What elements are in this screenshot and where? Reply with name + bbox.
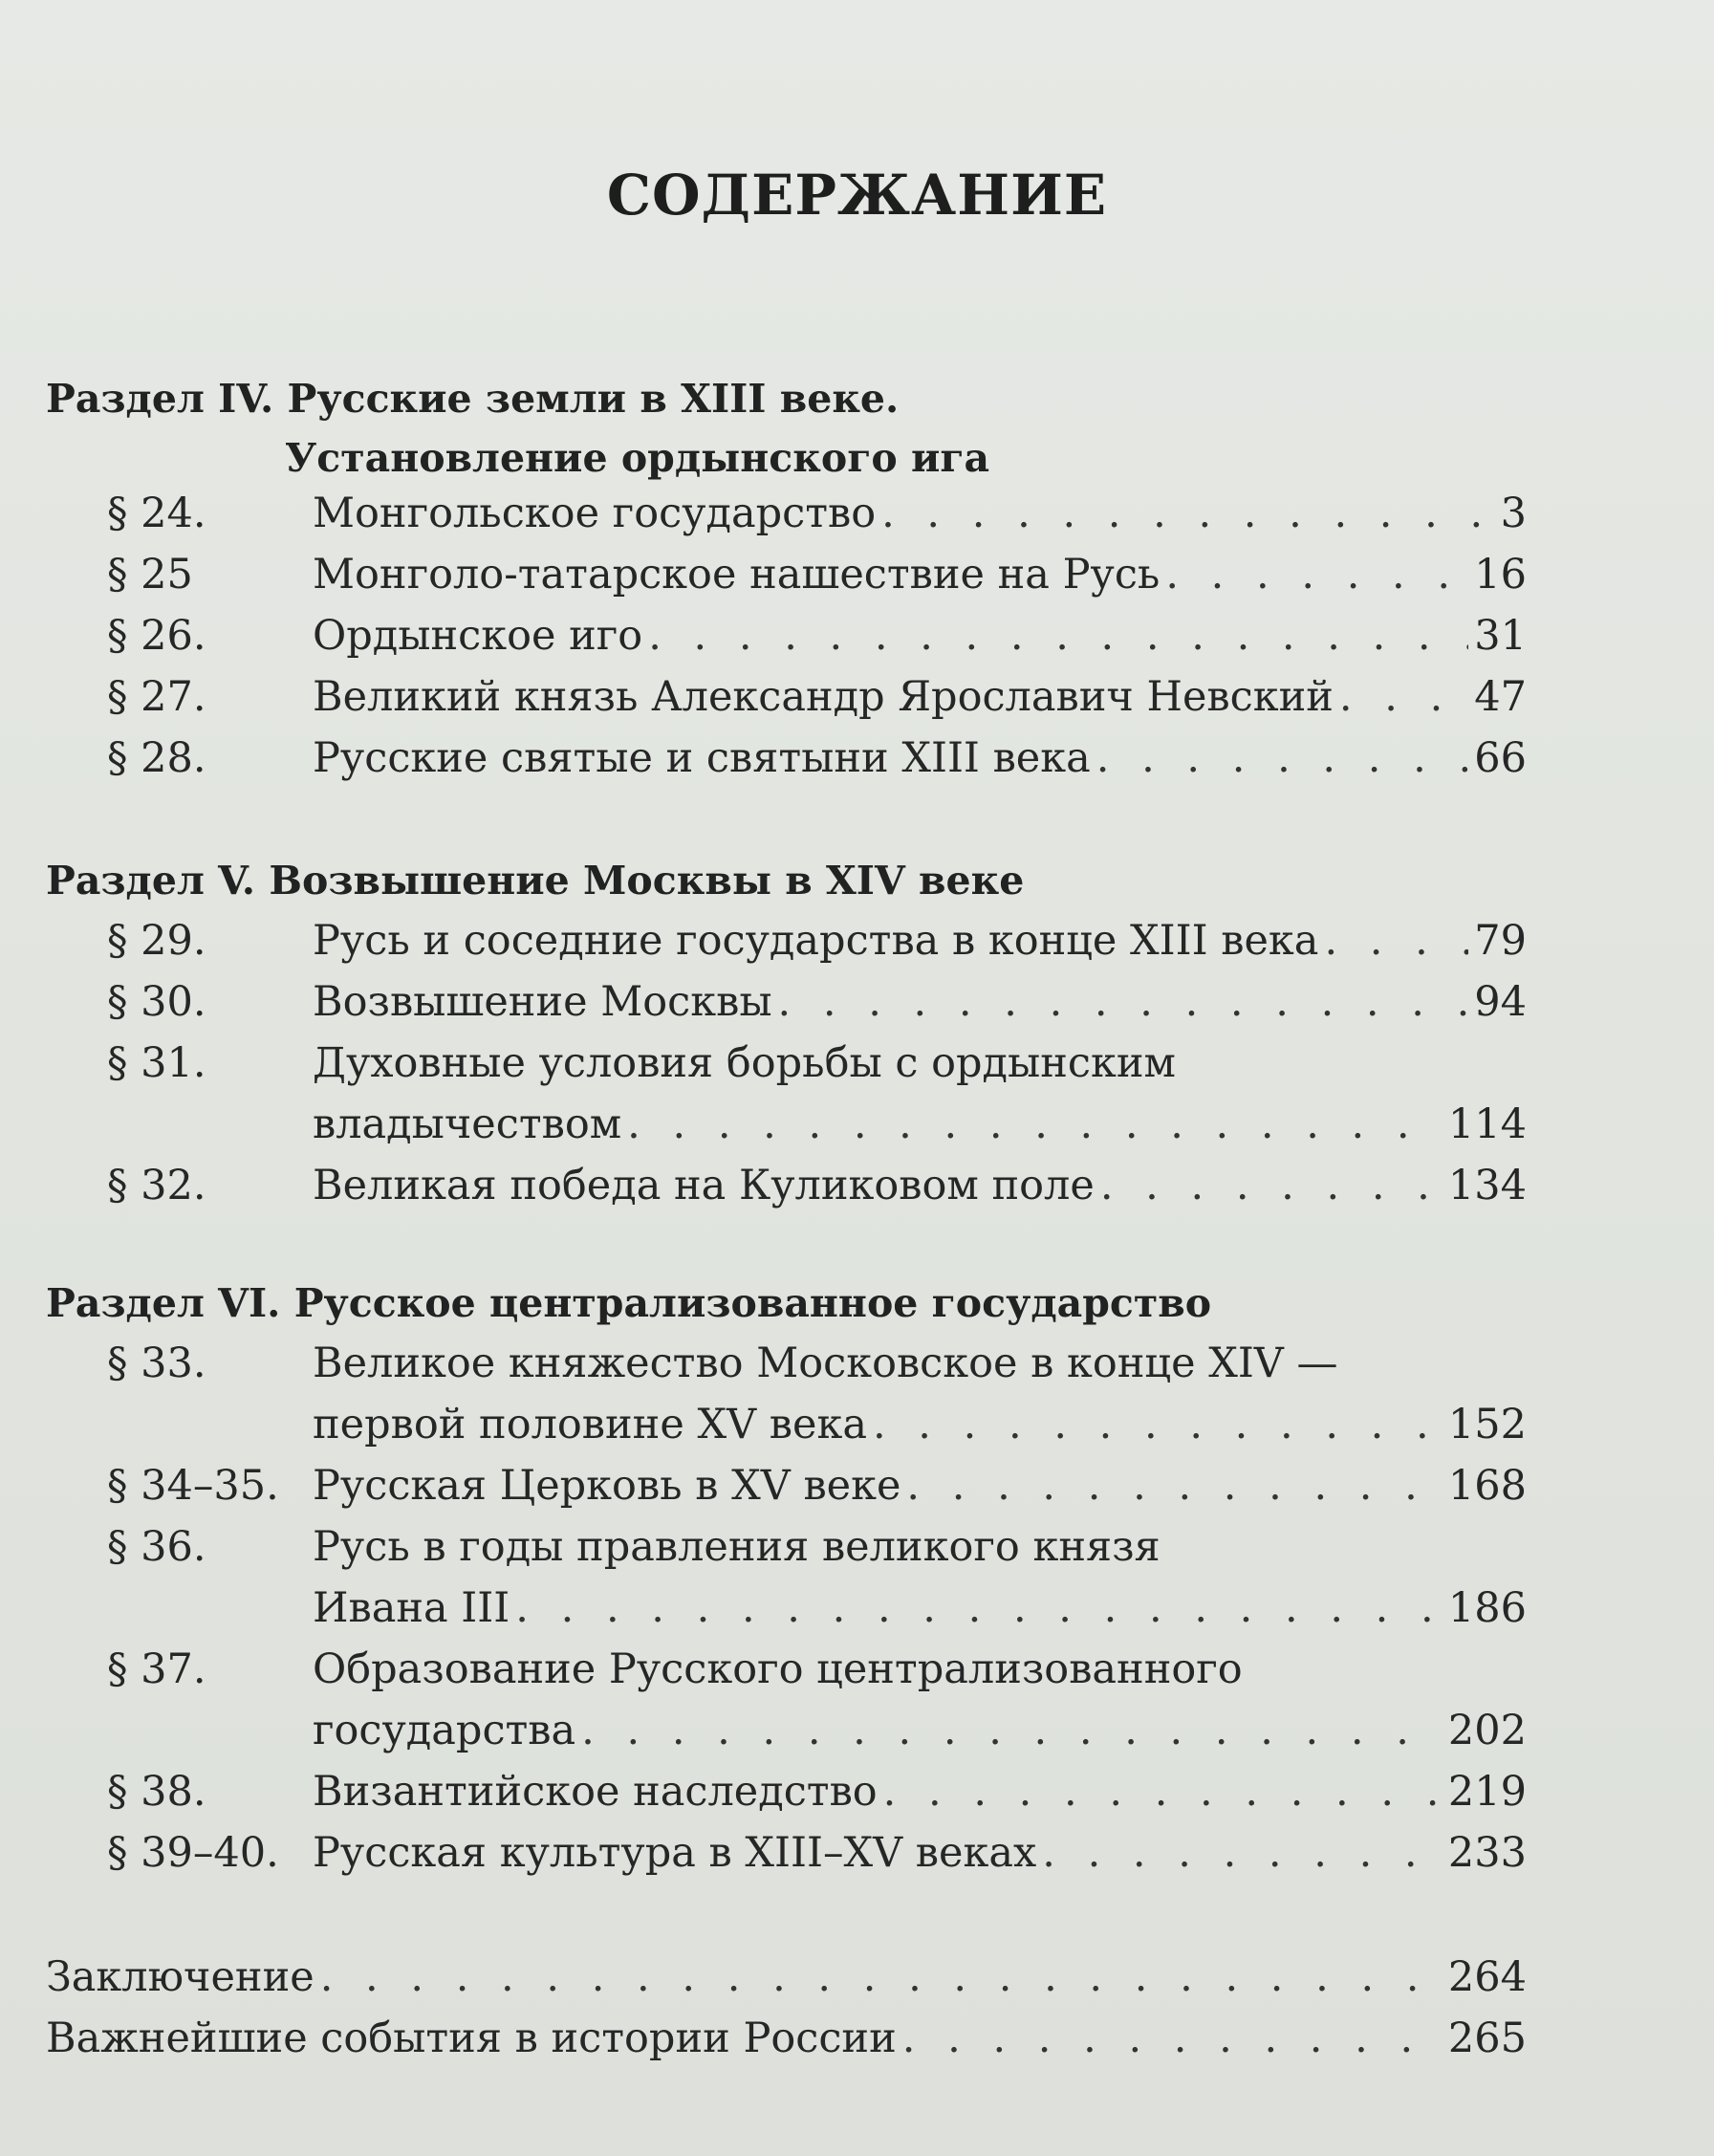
entry-page: 3 — [1500, 490, 1527, 537]
entry-page: 219 — [1447, 1768, 1527, 1816]
toc-entry-39-40[interactable] — [107, 1822, 1527, 1884]
entry-title: Важнейшие события в истории России — [46, 2014, 897, 2062]
page-title: СОДЕРЖАНИЕ — [606, 163, 1108, 228]
entry-page: 31 — [1474, 612, 1527, 660]
toc-entry-37[interactable] — [107, 1639, 1527, 1761]
entry-title: первой половине XV века — [313, 1401, 867, 1448]
entry-page: 186 — [1447, 1584, 1527, 1632]
leader-dots — [515, 1578, 1443, 1639]
toc-entry-36[interactable] — [107, 1516, 1527, 1639]
section-heading-line1: Раздел V. Возвышение Москвы в XIV веке — [46, 858, 1025, 904]
leader-dots — [873, 1394, 1443, 1455]
entry-number: § 34–35. — [107, 1462, 279, 1510]
toc-entry-31[interactable] — [107, 1033, 1527, 1155]
toc-entry-24[interactable] — [107, 483, 1527, 544]
entry-title: Русская Церковь в XV веке — [313, 1462, 901, 1510]
section-heading-line1: Раздел VI. Русское централизованное государство — [46, 1280, 1212, 1326]
entry-title: Великий князь Александр Ярославич Невский — [313, 673, 1334, 721]
toc-entry-25[interactable] — [107, 544, 1527, 605]
entry-number: § 38. — [107, 1768, 206, 1816]
entry-page: 47 — [1474, 673, 1527, 721]
section-heading-iv — [46, 369, 989, 488]
entry-title: Русская культура в XIII–XV веках — [313, 1829, 1037, 1877]
toc-entry-33[interactable] — [107, 1333, 1527, 1455]
entry-number: § 24. — [107, 490, 206, 537]
entry-title: Возвышение Москвы — [313, 978, 772, 1026]
entry-number: § 31. — [107, 1039, 206, 1087]
entry-page: 114 — [1447, 1100, 1527, 1148]
entry-page: 202 — [1447, 1707, 1527, 1754]
leader-dots — [906, 1455, 1443, 1516]
toc-entry-28[interactable] — [107, 728, 1527, 789]
leader-dots — [320, 1947, 1443, 2008]
entry-title-line1: Русь в годы правления великого князя — [313, 1523, 1161, 1571]
entry-page: 264 — [1447, 1953, 1527, 2001]
section-heading-v — [46, 851, 1024, 910]
entry-number: § 32. — [107, 1162, 206, 1209]
entry-number: § 29. — [107, 917, 206, 965]
toc-entry-key-events[interactable] — [46, 2008, 1527, 2069]
entry-title: Русские святые и святыни XIII века — [313, 734, 1091, 782]
section-heading-line1: Раздел IV. Русские земли в XIII веке. — [46, 376, 900, 422]
entry-page: 134 — [1447, 1162, 1527, 1209]
entry-page: 168 — [1447, 1462, 1527, 1510]
entry-title: Великая победа на Куликовом поле — [313, 1162, 1095, 1209]
toc-entry-30[interactable] — [107, 971, 1527, 1033]
leader-dots — [1165, 544, 1468, 605]
leader-dots — [627, 1094, 1443, 1155]
leader-dots — [883, 1761, 1443, 1822]
entry-page: 233 — [1447, 1829, 1527, 1877]
entry-title: владычеством — [313, 1100, 622, 1148]
entry-title: Заключение — [46, 1953, 315, 2001]
section-heading-vi — [46, 1274, 1211, 1333]
entry-title: Ивана III — [313, 1584, 510, 1632]
leader-dots — [1042, 1822, 1443, 1884]
entry-title-line1: Великое княжество Московское в конце XIV — — [313, 1339, 1338, 1387]
entry-page: 79 — [1474, 917, 1527, 965]
toc-entry-26[interactable] — [107, 605, 1527, 666]
section-heading-line2: Установление ордынского ига — [285, 435, 990, 481]
entry-page: 66 — [1474, 734, 1527, 782]
entry-number: § 30. — [107, 978, 206, 1026]
entry-number: § 39–40. — [107, 1829, 279, 1877]
toc-entry-38[interactable] — [107, 1761, 1527, 1822]
leader-dots — [778, 971, 1469, 1033]
leader-dots — [1096, 728, 1469, 789]
entry-number: § 37. — [107, 1645, 206, 1693]
entry-number: § 36. — [107, 1523, 206, 1571]
entry-page: 16 — [1474, 551, 1527, 599]
entry-number: § 27. — [107, 673, 206, 721]
entry-title: Ордынское иго — [313, 612, 643, 660]
entry-number: § 33. — [107, 1339, 206, 1387]
leader-dots — [581, 1700, 1443, 1761]
leader-dots — [1324, 910, 1468, 971]
toc-entry-34-35[interactable] — [107, 1455, 1527, 1516]
toc-entry-29[interactable] — [107, 910, 1527, 971]
leader-dots — [881, 483, 1495, 544]
entry-page: 152 — [1447, 1401, 1527, 1448]
entry-number: § 25 — [107, 551, 193, 599]
entry-number: § 28. — [107, 734, 206, 782]
toc-entry-32[interactable] — [107, 1155, 1527, 1216]
entry-title: государства — [313, 1707, 576, 1754]
entry-title: Монгольское государство — [313, 490, 877, 537]
toc-entry-27[interactable] — [107, 666, 1527, 728]
entry-title: Русь и соседние государства в конце XIII века — [313, 917, 1319, 965]
entry-number: § 26. — [107, 612, 206, 660]
entry-title: Византийское наследство — [313, 1768, 878, 1816]
toc-entry-conclusion[interactable] — [46, 1947, 1527, 2008]
entry-title-line1: Духовные условия борьбы с ордынским — [313, 1039, 1176, 1087]
entry-title: Монголо-татарское нашествие на Русь — [313, 551, 1161, 599]
entry-page: 94 — [1474, 978, 1527, 1026]
leader-dots — [1100, 1155, 1443, 1216]
leader-dots — [1339, 666, 1468, 728]
leader-dots — [648, 605, 1468, 666]
entry-page: 265 — [1447, 2014, 1527, 2062]
leader-dots — [902, 2008, 1443, 2069]
entry-title-line1: Образование Русского централизованного — [313, 1645, 1243, 1693]
